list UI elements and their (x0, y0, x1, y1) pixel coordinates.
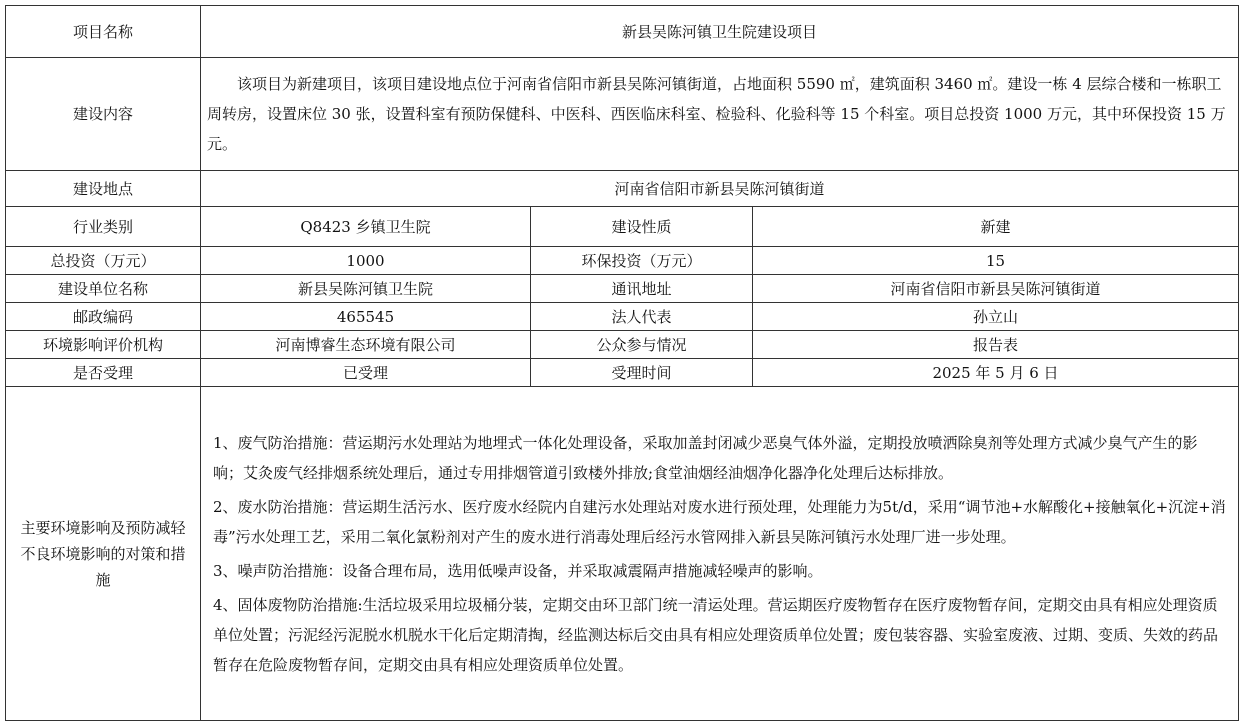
industry-value: Q8423 乡镇卫生院 (201, 207, 531, 247)
row-postcode (6, 303, 1239, 331)
accepted-label: 是否受理 (6, 359, 201, 387)
location-value: 河南省信阳市新县吴陈河镇街道 (201, 171, 1239, 207)
row-content (6, 58, 1239, 171)
content-label: 建设内容 (6, 58, 201, 171)
row-unit (6, 275, 1239, 303)
agency-label: 环境影响评价机构 (6, 331, 201, 359)
project-info-table (5, 5, 1239, 721)
env-investment-label: 环保投资（万元） (531, 247, 753, 275)
unit-value: 新县吴陈河镇卫生院 (201, 275, 531, 303)
content-value: 该项目为新建项目，该项目建设地点位于河南省信阳市新县吴陈河镇街道，占地面积 5590 ㎡，建筑面积 3460 ㎡。建设一栋 4 层综合楼和一栋职工周转房，设置床位 30 张，设置科室有预防保健科、中医科、西医临床科室、检验科、化验科等 15 个科室。项目总投资 1000 万元，其中环保投资 15 万元。 (201, 58, 1239, 171)
agency-value: 河南博睿生态环境有限公司 (201, 331, 531, 359)
measure-noise: 3、噪声防治措施：设备合理布局，选用低噪声设备，并采取减震隔声措施减轻噪声的影响。 (213, 561, 823, 580)
investment-value: 1000 (201, 247, 531, 275)
env-investment-value: 15 (753, 247, 1239, 275)
public-value: 报告表 (753, 331, 1239, 359)
accept-time-value: 2025 年 5 月 6 日 (753, 359, 1239, 387)
row-investment (6, 247, 1239, 275)
measure-solid: 4、固体废物防治措施:生活垃圾采用垃圾桶分装，定期交由环卫部门统一清运处理。营运期医疗废物暂存在医疗废物暂存间，定期交由具有相应处理资质单位处置；污泥经污泥脱水机脱水干化后定期清掏，经监测达标后交由具有相应处理资质单位处置；废包装容器、实验室废液、过期、变质、失效的药品暂存在危险废物暂存间，定期交由具有相应处理资质单位处置。 (213, 595, 1219, 674)
address-value: 河南省信阳市新县吴陈河镇街道 (753, 275, 1239, 303)
nature-label: 建设性质 (531, 207, 753, 247)
postcode-label: 邮政编码 (6, 303, 201, 331)
row-measures (6, 387, 1239, 721)
investment-label: 总投资（万元） (6, 247, 201, 275)
row-location (6, 171, 1239, 207)
measure-water: 2、废水防治措施：营运期生活污水、医疗废水经院内自建污水处理站对废水进行预处理，处理能力为5t/d，采用“调节池+水解酸化+接触氧化+沉淀+消毒”污水处理工艺，采用二氧化氯粉剂对产生的废水进行消毒处理后经污水管网排入新县吴陈河镇污水处理厂进一步处理。 (213, 497, 1226, 546)
row-accepted (6, 359, 1239, 387)
public-label: 公众参与情况 (531, 331, 753, 359)
legal-rep-label: 法人代表 (531, 303, 753, 331)
project-name-value: 新县吴陈河镇卫生院建设项目 (201, 6, 1239, 58)
accept-time-label: 受理时间 (531, 359, 753, 387)
postcode-value: 465545 (201, 303, 531, 331)
row-project-name (6, 6, 1239, 58)
nature-value: 新建 (753, 207, 1239, 247)
unit-label: 建设单位名称 (6, 275, 201, 303)
measure-gas: 1、废气防治措施：营运期污水处理站为地埋式一体化处理设备，采取加盖封闭减少恶臭气体外溢，定期投放喷洒除臭剂等处理方式减少臭气产生的影响；艾灸废气经排烟系统处理后，通过专用排烟管道引致楼外排放;食堂油烟经油烟净化器净化处理后达标排放。 (213, 433, 1198, 482)
measures-label: 主要环境影响及预防减轻不良环境影响的对策和措施 (6, 387, 201, 721)
project-name-label: 项目名称 (6, 6, 201, 58)
accepted-value: 已受理 (201, 359, 531, 387)
industry-label: 行业类别 (6, 207, 201, 247)
location-label: 建设地点 (6, 171, 201, 207)
legal-rep-value: 孙立山 (753, 303, 1239, 331)
measures-list (201, 387, 1239, 721)
row-agency (6, 331, 1239, 359)
row-industry (6, 207, 1239, 247)
address-label: 通讯地址 (531, 275, 753, 303)
